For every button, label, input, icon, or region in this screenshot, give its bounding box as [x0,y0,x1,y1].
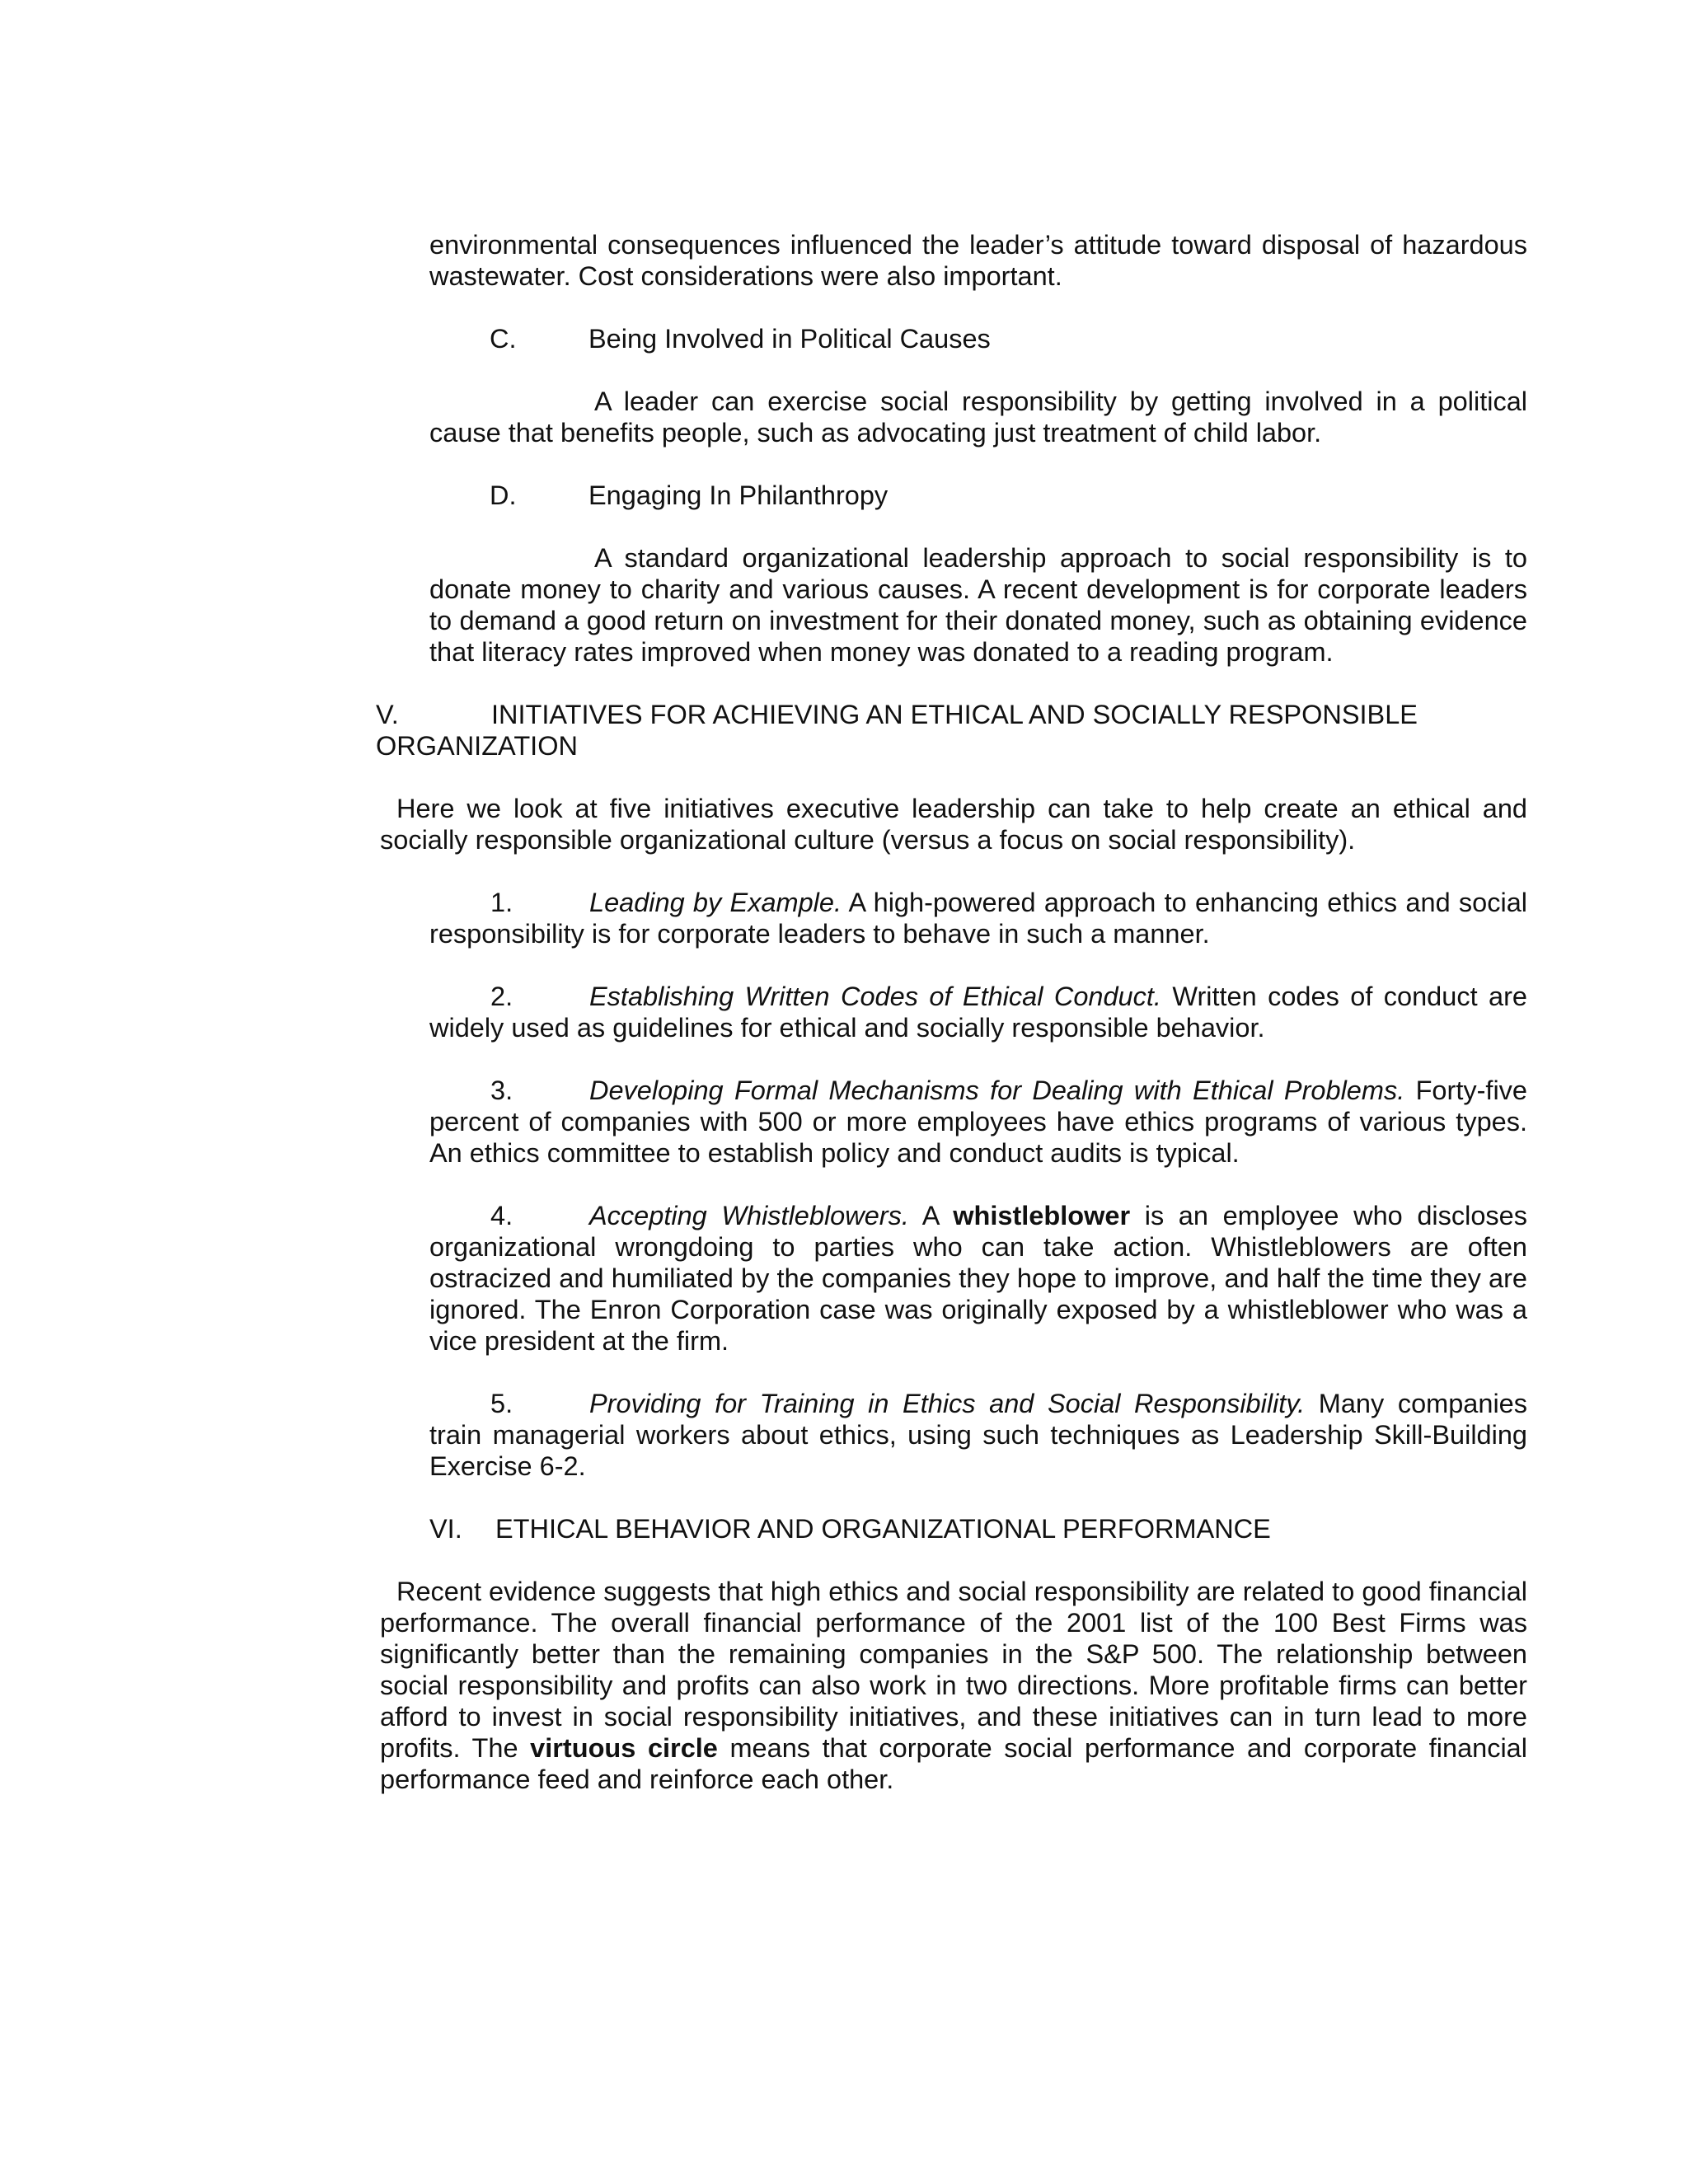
initiative-item-2 [429,981,1527,1043]
subsection-title: Being Involved in Political Causes [588,324,991,354]
section-numeral: VI. [429,1514,462,1544]
section-v-intro: Here we look at five initiatives executive leadership can take to help create an ethical and socially responsible organizational culture (versus a focus on social responsibility). [380,794,1527,855]
subsection-d-body: A standard organizational leadership approach to social responsibility is to donate money to charity and various causes. A recent development is for corporate leaders to demand a good return on investment for their donated money, such as obtaining evidence that literacy rates improved when money was donated to a reading program. [429,543,1527,667]
item-term: Providing for Training in Ethics and Social Responsibility. [589,1389,1306,1418]
subsection-c-body: A leader can exercise social responsibility by getting involved in a political cause that benefits people, such as advocating just treatment of child labor. [429,387,1527,448]
item-term: Leading by Example. [589,888,842,917]
key-term-virtuous-circle: virtuous circle [530,1733,718,1763]
section-title-line1: INITIATIVES FOR ACHIEVING AN ETHICAL AND SOCIALLY RESPONSIBLE [491,700,1418,729]
initiative-item-4 [429,1200,1527,1357]
section-title: ETHICAL BEHAVIOR AND ORGANIZATIONAL PERFORMANCE [495,1514,1271,1544]
item-text: Forty-five percent of companies with 500 or more employees have ethics programs of various types. An ethics committee to establish policy and conduct audits is typical. [429,1076,1527,1168]
section-title-line2: ORGANIZATION [376,731,578,761]
section-numeral: V. [376,700,399,729]
item-number: 1. [490,888,513,917]
item-text: Many companies train managerial workers about ethics, using such techniques as Leadership Skill-Building Exercise 6-2. [429,1389,1527,1481]
item-text: A high-powered approach to enhancing ethics and social responsibility is for corporate leaders to behave in such a manner. [429,888,1528,949]
initiative-item-5 [429,1388,1527,1482]
key-term-whistleblower: whistleblower [953,1201,1131,1230]
item-number: 4. [490,1201,513,1230]
item-number: 5. [490,1389,513,1418]
section-vi-body [380,1576,1527,1795]
item-pre: A [908,1201,954,1230]
section-v-heading [376,699,1530,762]
item-text: is an employee who discloses organizational wrongdoing to parties who can take action. Whistleblowers are often ostracized and humiliated by the companies they hope to improve, and half the time they are ignored. The Enron Corporation case was originally exposed by a whistleblower who was a vice president at the firm. [429,1201,1527,1356]
initiative-item-3 [429,1075,1527,1169]
continuation-paragraph: environmental consequences influenced the leader’s attitude toward disposal of hazardous wastewater. Cost considerations were also important. [429,230,1527,291]
item-number: 2. [490,982,513,1011]
body-text-post: means that corporate social performance and corporate financial performance feed and reinforce each other. [380,1733,1527,1794]
item-number: 3. [490,1076,513,1105]
section-vi-heading [429,1513,1271,1544]
subsection-letter: C. [490,324,517,354]
subsection-title: Engaging In Philanthropy [588,480,889,510]
body-text-pre: Recent evidence suggests that high ethics and social responsibility are related to good financial performance. The overall financial performance of the 2001 list of the 100 Best Firms was significantly better than the remaining companies in the S&P 500. The relationship between social responsibility and profits can also work in two directions. More profitable firms can better afford to invest in social responsibility initiatives, and these initiatives can in turn lead to more profits. The [380,1577,1527,1763]
item-text: Written codes of conduct are widely used as guidelines for ethical and socially responsible behavior. [429,982,1527,1043]
subsection-letter: D. [490,480,517,510]
item-term: Accepting Whistleblowers. [589,1201,909,1230]
item-term: Developing Formal Mechanisms for Dealing with Ethical Problems. [589,1076,1405,1105]
item-term: Establishing Written Codes of Ethical Conduct. [589,982,1161,1011]
initiative-item-1 [429,887,1527,949]
